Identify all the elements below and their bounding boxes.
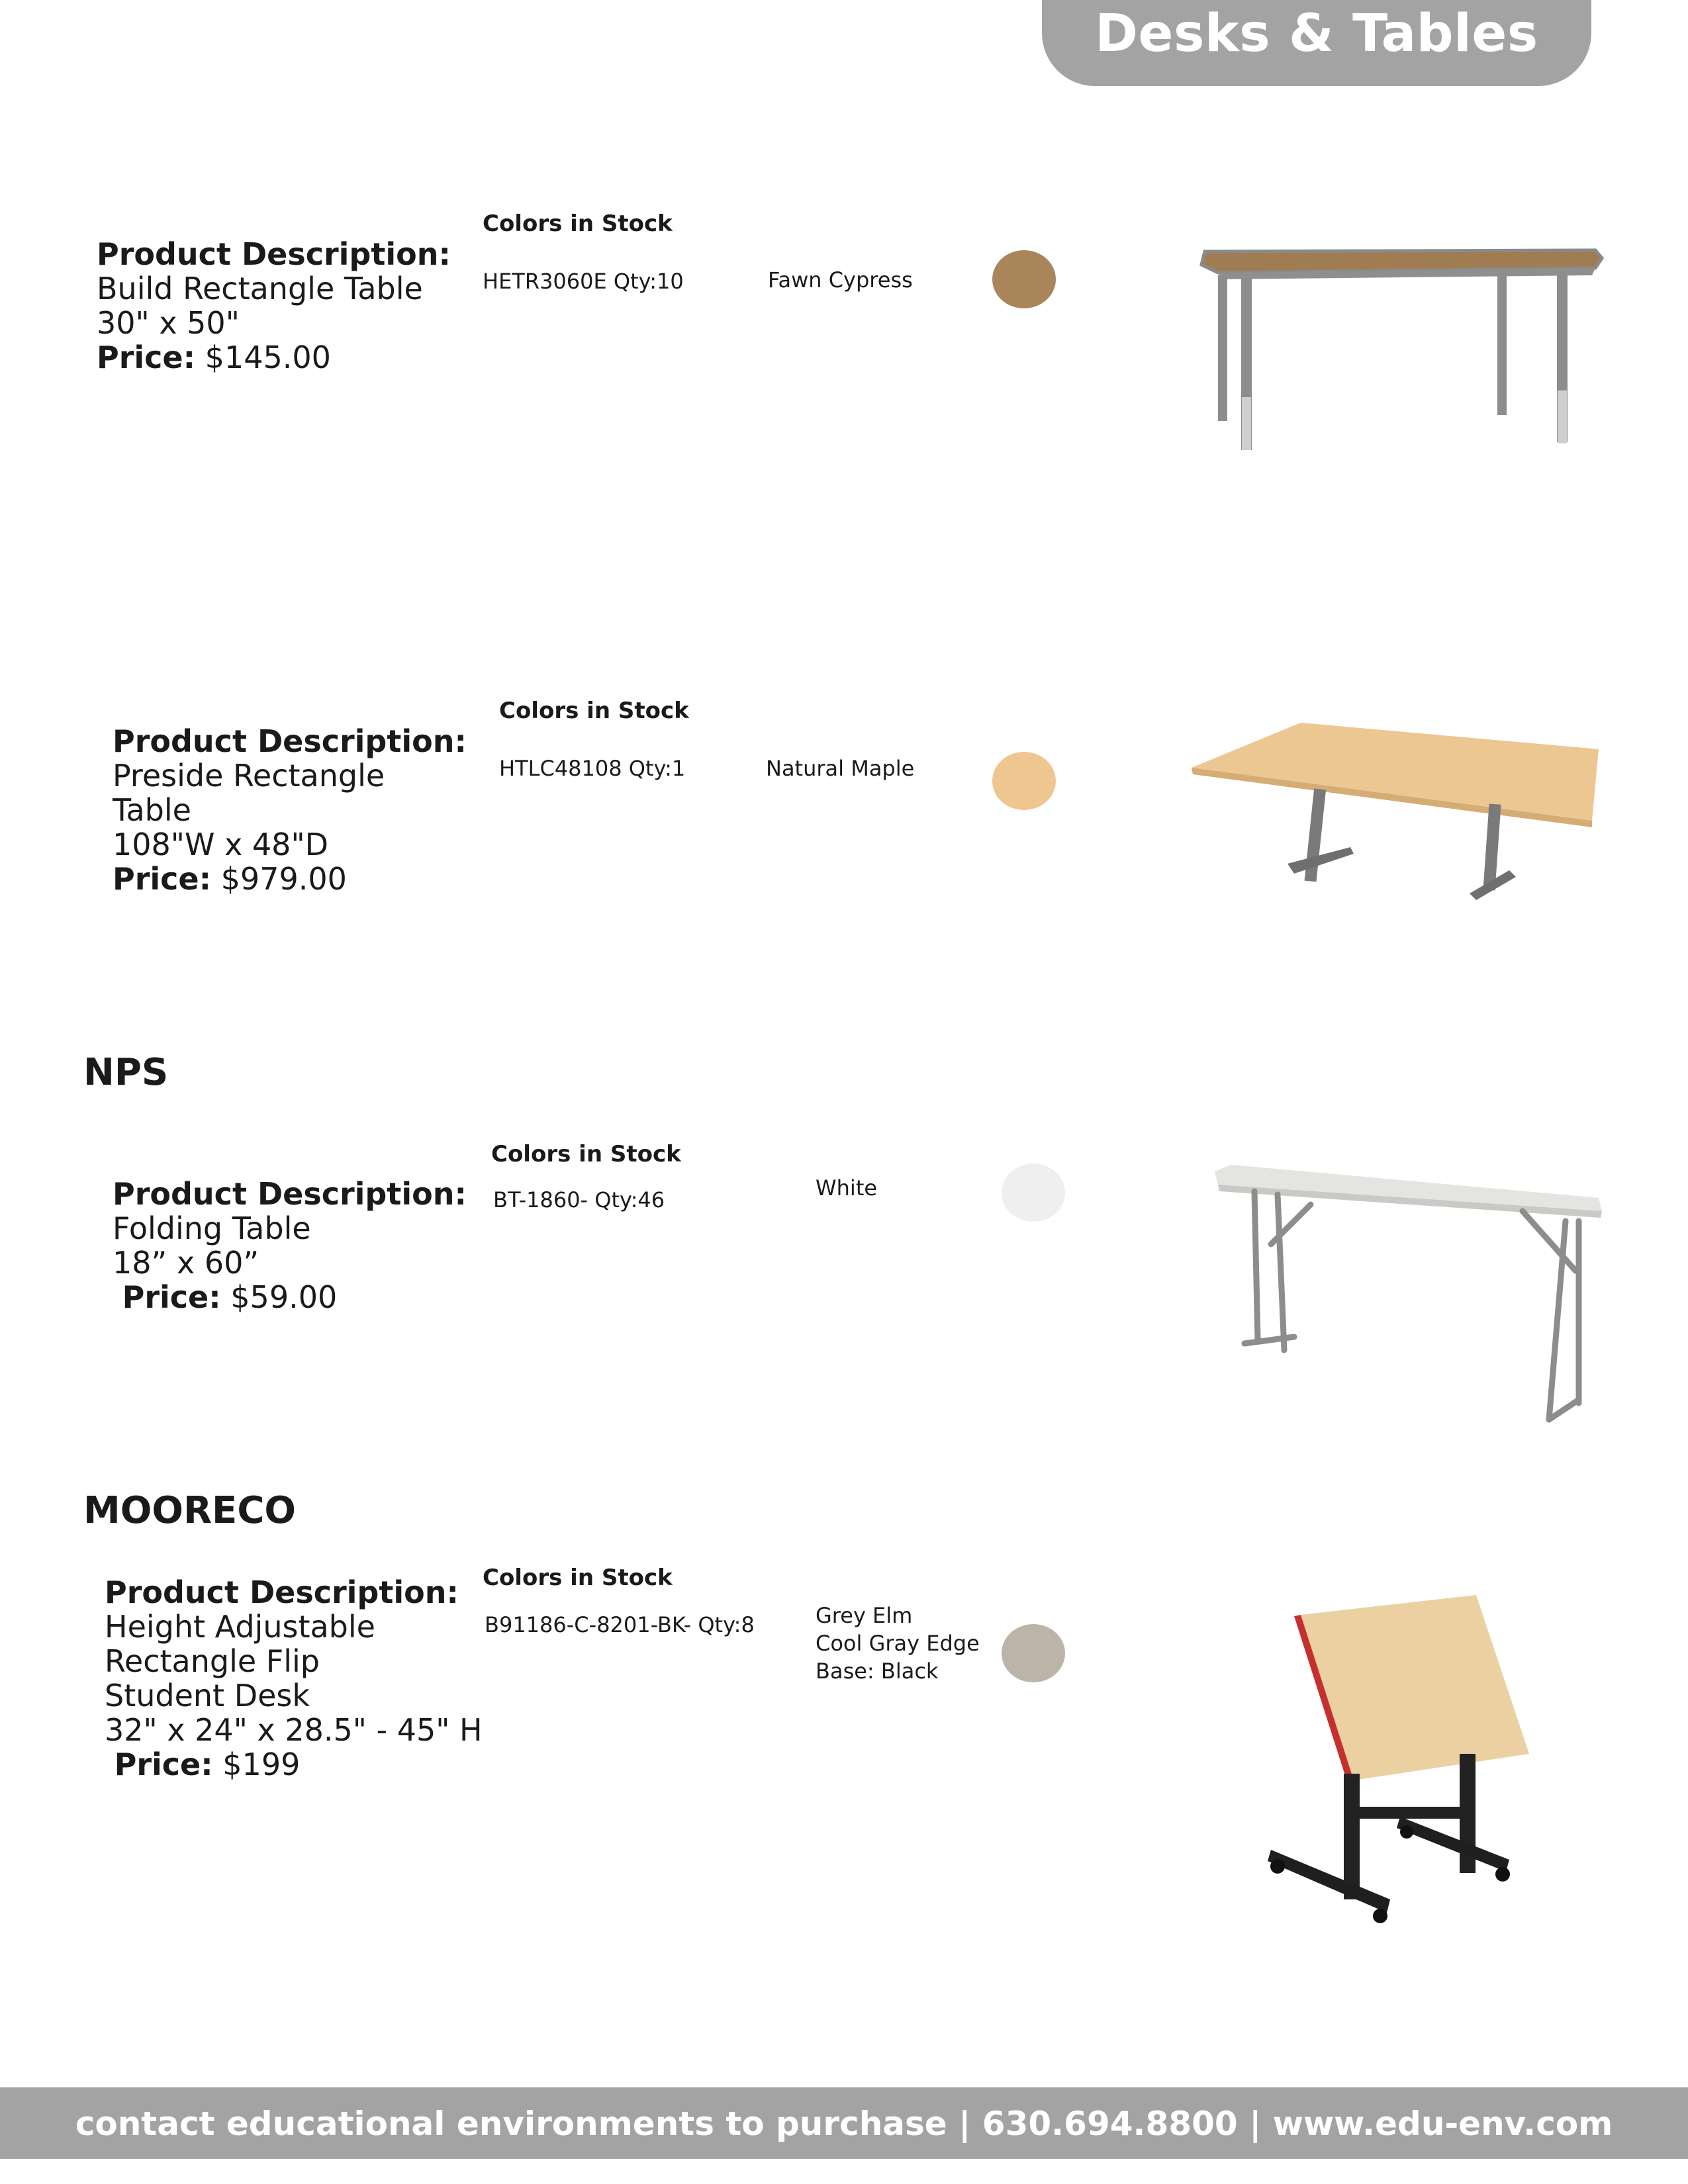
price-value: $979.00 (220, 861, 347, 897)
description-line: Preside Rectangle (113, 758, 385, 794)
color-name: White (816, 1175, 878, 1201)
folding-table-image (1205, 1158, 1615, 1430)
price-value: $59.00 (230, 1279, 338, 1315)
description-line: Height Adjustable (105, 1609, 375, 1645)
preside-table-image (1185, 715, 1615, 907)
product-description-1 (97, 237, 451, 375)
product-description-3 (113, 1177, 467, 1314)
description-line: Build Rectangle Table (97, 271, 423, 306)
description-line: 32" x 24" x 28.5" - 45" H (105, 1712, 483, 1748)
price-value: $145.00 (205, 340, 331, 375)
price-label: Price: (113, 861, 212, 897)
brand-heading: MOORECO (83, 1489, 297, 1532)
color-swatch (992, 250, 1056, 308)
color-swatch (1002, 1163, 1065, 1222)
flip-desk-image (1258, 1588, 1549, 1939)
brand-heading: NPS (83, 1051, 169, 1094)
color-name: Grey Elm Cool Gray Edge Base: Black (816, 1603, 980, 1684)
product-description-4 (105, 1575, 483, 1782)
color-swatch (1002, 1624, 1065, 1682)
product-description-2 (113, 724, 467, 896)
description-line: 30" x 50" (97, 305, 240, 341)
description-line: 108"W x 48"D (113, 827, 329, 862)
header-banner (1042, 0, 1591, 86)
price-value: $199 (222, 1747, 301, 1782)
sku-qty: HTLC48108 Qty:1 (499, 756, 686, 781)
price-label: Price: (97, 340, 196, 375)
sku-qty: BT-1860- Qty:46 (493, 1187, 665, 1212)
description-label: Product Description: (105, 1574, 459, 1610)
description-line: 18” x 60” (113, 1245, 259, 1281)
description-line: Rectangle Flip (105, 1643, 320, 1679)
rectangle-table-image (1192, 232, 1615, 477)
price-label: Price: (114, 1747, 213, 1782)
colors-in-stock-heading: Colors in Stock (483, 1565, 673, 1591)
sku-qty: B91186-C-8201-BK- Qty:8 (485, 1612, 755, 1637)
description-line: Student Desk (105, 1678, 310, 1713)
description-line: Table (113, 792, 191, 828)
page-title: Desks & Tables (1095, 4, 1538, 64)
description-label: Product Description: (97, 236, 451, 272)
colors-in-stock-heading: Colors in Stock (491, 1141, 681, 1167)
sku-qty: HETR3060E Qty:10 (483, 269, 684, 294)
colors-in-stock-heading: Colors in Stock (499, 698, 689, 724)
color-swatch (992, 752, 1056, 810)
color-name: Fawn Cypress (768, 267, 913, 293)
footer-contact-text: contact educational environments to purchase | 630.694.8800 | www.edu-env.com (75, 2105, 1613, 2143)
colors-in-stock-heading: Colors in Stock (483, 210, 673, 237)
color-name: Natural Maple (766, 756, 915, 781)
description-label: Product Description: (113, 723, 467, 759)
price-label: Price: (122, 1279, 221, 1315)
description-line: Folding Table (113, 1210, 311, 1246)
description-label: Product Description: (113, 1176, 467, 1212)
footer-bar (0, 2087, 1688, 2159)
